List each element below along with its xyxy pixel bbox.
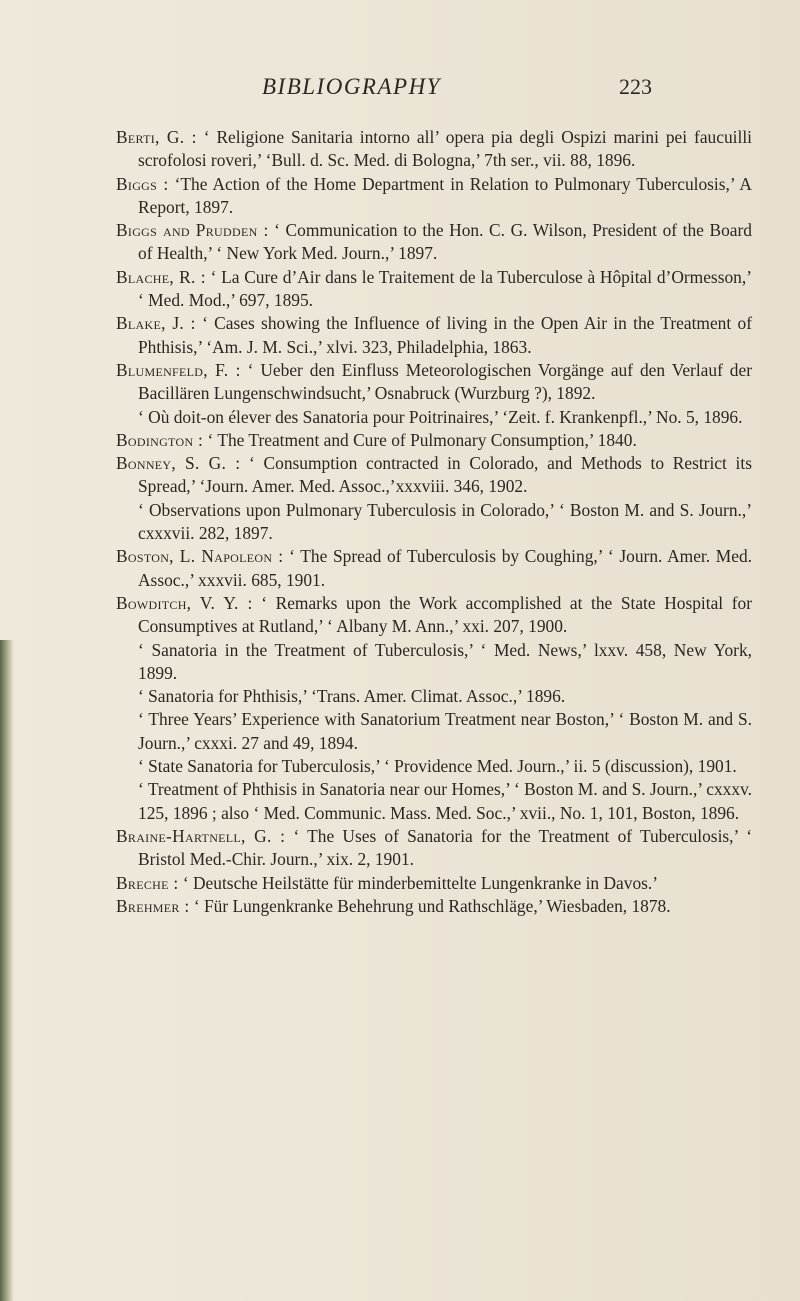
entry-citation: ‘ Communication to the Hon. C. G. Wilson, President of the Board of Health,’ ‘ New York Med. Journ.,’ 1897. bbox=[138, 220, 752, 264]
entry-citation: ‘ The Treatment and Cure of Pulmonary Consumption,’ 1840. bbox=[203, 429, 637, 450]
bibliography-entry bbox=[116, 545, 752, 592]
running-head: BIBLIOGRAPHY bbox=[262, 74, 441, 99]
bibliography-entry bbox=[116, 266, 752, 313]
entry-author: Boston, L. Napoleon : bbox=[116, 546, 284, 567]
entry-author: Bowditch, V. Y. : bbox=[116, 592, 253, 613]
bibliography-list bbox=[116, 126, 752, 918]
bibliography-entry bbox=[116, 173, 752, 220]
bibliography-entry bbox=[116, 312, 752, 359]
bibliography-entry bbox=[116, 872, 752, 895]
bibliography-sub-entry bbox=[116, 708, 752, 755]
entry-citation: ‘ Für Lungenkranke Behehrung und Rathschläge,’ Wiesbaden, 1878. bbox=[189, 895, 671, 916]
entry-citation: ‘ Cases showing the Influence of living in the Open Air in the Treatment of Phthisis,’ ‘Am. J. M. Sci.,’ xlvi. 323, Philadelphia, 1863. bbox=[138, 313, 752, 357]
bibliography-entry bbox=[116, 452, 752, 499]
entry-citation: ‘ Deutsche Heilstätte für minderbemittelte Lungenkranke in Davos.’ bbox=[178, 872, 659, 893]
bibliography-sub-entry bbox=[116, 406, 752, 429]
entry-citation: ‘The Action of the Home Department in Relation to Pulmonary Tuberculosis,’ A Report, 1897. bbox=[138, 173, 752, 217]
bibliography-sub-entry bbox=[116, 639, 752, 686]
entry-citation: ‘ Observations upon Pulmonary Tuberculosis in Colorado,’ ‘ Boston M. and S. Journ.,’ cxxxvii. 282, 1897. bbox=[138, 499, 752, 544]
bibliography-entry bbox=[116, 219, 752, 266]
bibliography-sub-entry bbox=[116, 499, 752, 546]
entry-citation: ‘ Ueber den Einfluss Meteorologischen Vorgänge auf den Verlauf der Bacillären Lungenschwindsucht,’ Osnabruck (Wurzburg ?), 1892. bbox=[138, 359, 752, 404]
entry-citation: ‘ Treatment of Phthisis in Sanatoria near our Homes,’ ‘ Boston M. and S. Journ.,’ cxxxv. 125, 1896 ; also ‘ Med. Communic. Mass. Med. Soc.,’ xvii., No. 1, 101, Boston, 1896. bbox=[138, 779, 752, 823]
entry-citation: ‘ The Spread of Tuberculosis by Coughing,’ ‘ Journ. Amer. Med. Assoc.,’ xxxvii. 685, 1901. bbox=[138, 546, 752, 590]
bibliography-sub-entry bbox=[116, 778, 752, 825]
entry-author: Bonney, S. G. : bbox=[116, 453, 241, 474]
entry-citation: ‘ The Uses of Sanatoria for the Treatment of Tuberculosis,’ ‘ Bristol Med.-Chir. Journ.,’ xix. 2, 1901. bbox=[138, 825, 752, 870]
page-number: 223 bbox=[619, 74, 652, 99]
entry-author: Breche : bbox=[116, 872, 179, 893]
entry-citation: ‘ Three Years’ Experience with Sanatorium Treatment near Boston,’ ‘ Boston M. and S. Journ.,’ cxxxi. 27 and 49, 1894. bbox=[138, 709, 752, 753]
bibliography-entry bbox=[116, 429, 752, 452]
entry-author: Blake, J. : bbox=[116, 313, 196, 334]
bibliography-entry bbox=[116, 126, 752, 173]
bibliography-entry bbox=[116, 592, 752, 639]
bibliography-sub-entry bbox=[116, 755, 752, 778]
entry-author: Berti, G. : bbox=[116, 127, 197, 147]
page-edge-shadow bbox=[0, 640, 14, 1301]
entry-author: Blache, R. : bbox=[116, 266, 206, 287]
page-header bbox=[0, 74, 800, 110]
entry-author: Blumenfeld, F. : bbox=[116, 359, 241, 380]
entry-citation: ‘ Sanatoria in the Treatment of Tuberculosis,’ ‘ Med. News,’ lxxv. 458, New York, 1899. bbox=[138, 639, 752, 683]
entry-citation: ‘ Consumption contracted in Colorado, and Methods to Restrict its Spread,’ ‘Journ. Amer. Med. Assoc.,’xxxviii. 346, 1902. bbox=[138, 453, 752, 497]
bibliography-sub-entry bbox=[116, 685, 752, 708]
entry-author: Bodington : bbox=[116, 429, 204, 450]
entry-citation: ‘ Sanatoria for Phthisis,’ ‘Trans. Amer. Climat. Assoc.,’ 1896. bbox=[138, 686, 566, 707]
entry-author: Brehmer : bbox=[116, 895, 190, 916]
entry-citation: ‘ Où doit-on élever des Sanatoria pour Poitrinaires,’ ‘Zeit. f. Krankenpfl.,’ No. 5, 1896. bbox=[138, 406, 743, 427]
entry-citation: ‘ State Sanatoria for Tuberculosis,’ ‘ Providence Med. Journ.,’ ii. 5 (discussion), 1901. bbox=[138, 756, 737, 777]
entry-author: Braine-Hartnell, G. : bbox=[116, 825, 286, 846]
entry-author: Biggs : bbox=[116, 173, 169, 194]
entry-citation: ‘ La Cure d’Air dans le Traitement de la Tuberculose à Hôpital d’Ormesson,’ ‘ Med. Mod.,’ 697, 1895. bbox=[138, 266, 752, 311]
entry-author: Biggs and Prudden : bbox=[116, 220, 269, 241]
entry-citation: ‘ Remarks upon the Work accomplished at the State Hospital for Consumptives at Rutland,’ ‘ Albany M. Ann.,’ xxi. 207, 1900. bbox=[138, 592, 752, 637]
bibliography-entry bbox=[116, 825, 752, 872]
bibliography-entry bbox=[116, 359, 752, 406]
entry-citation: ‘ Religione Sanitaria intorno all’ opera pia degli Ospizi marini pei faucuilli scrofolosi roveri,’ ‘Bull. d. Sc. Med. di Bologna,’ 7th ser., vii. 88, 1896. bbox=[138, 127, 752, 171]
bibliography-entry bbox=[116, 895, 752, 918]
